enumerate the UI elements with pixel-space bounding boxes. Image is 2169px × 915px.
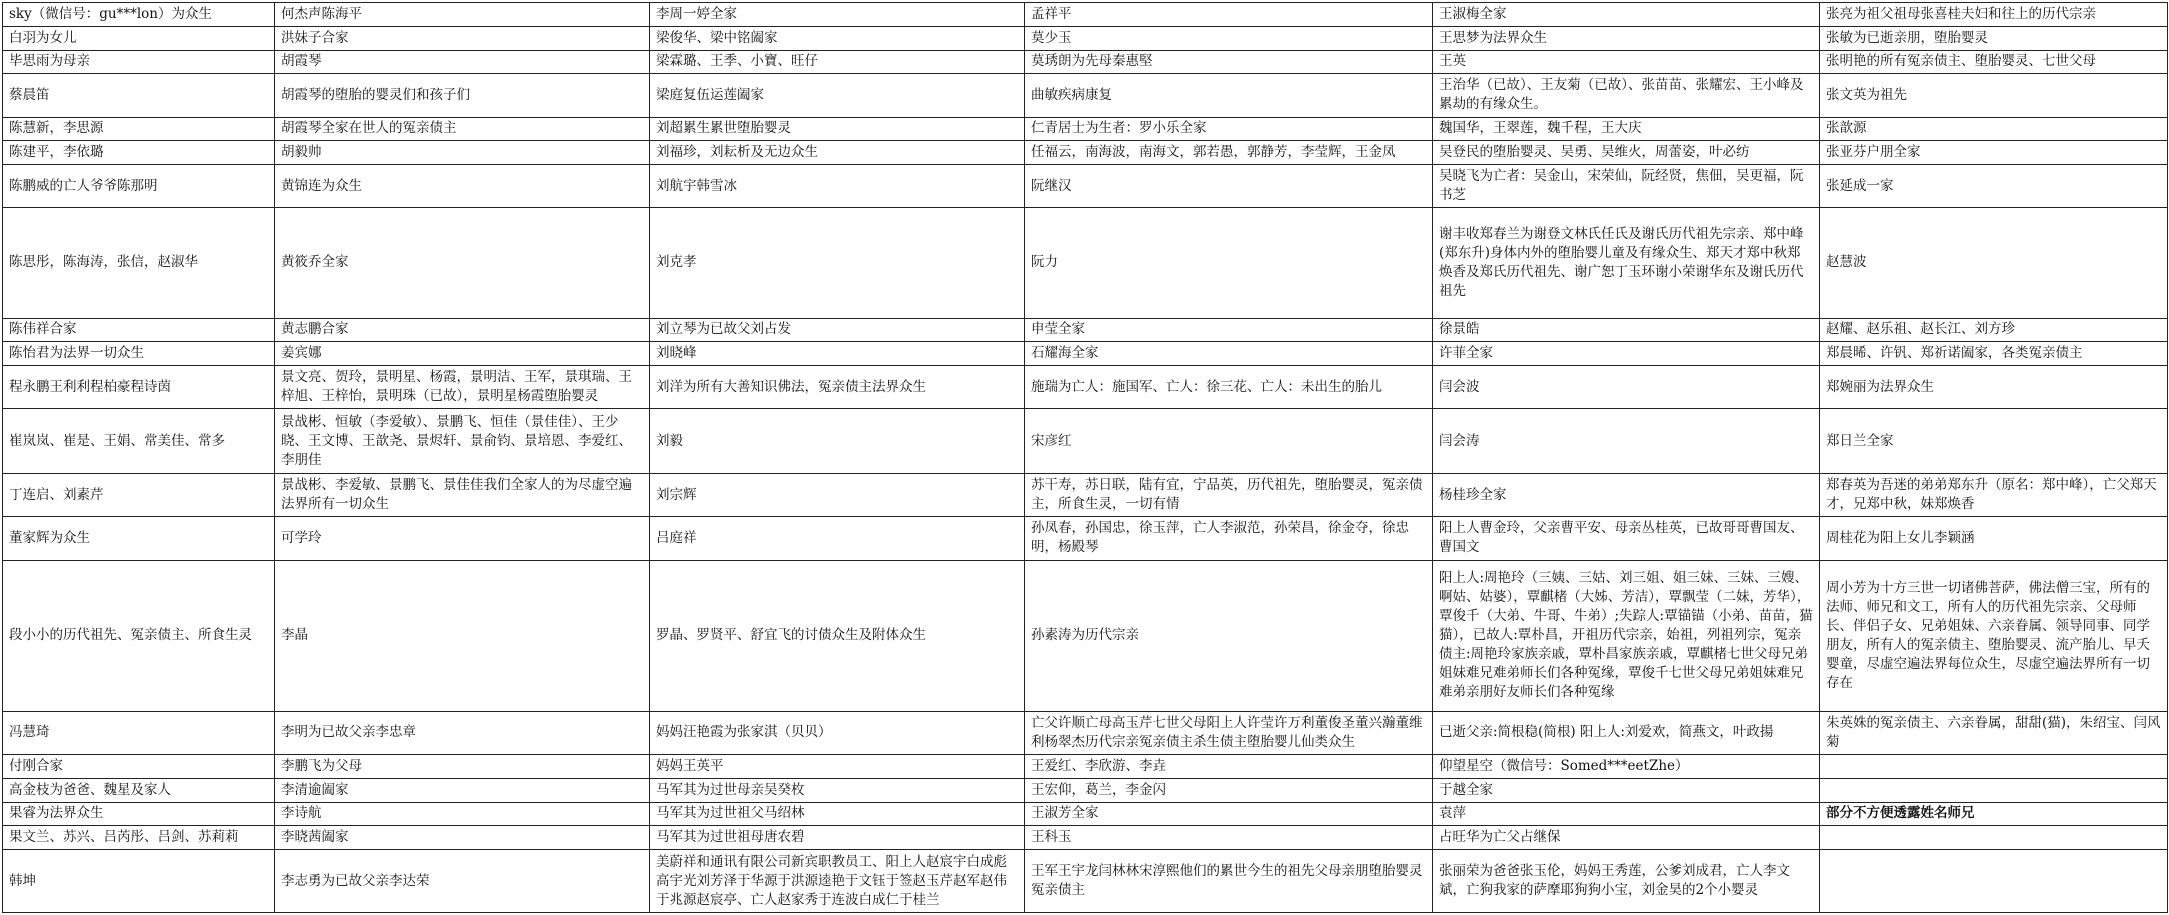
table-cell: 刘航宇韩雪冰 (650, 165, 1025, 208)
table-cell: 谢丰收郑春兰为谢登文林氏任氏及谢氏历代祖先宗亲、郑中峰(郑东升)身体内外的堕胎婴儿童及有缘众生、郑天才郑中秋郑焕香及郑氏历代祖先、谢广恕丁玉环谢小荣谢华东及谢氏历代祖先 (1433, 208, 1820, 318)
table-row (3, 802, 2168, 826)
table-cell: 冯慧琦 (3, 711, 275, 754)
table-cell: 梁俊华、梁中铭阖家 (650, 26, 1025, 50)
table-cell: 李晶 (275, 560, 650, 711)
table-cell: 黄筱乔全家 (275, 208, 650, 318)
table-cell: 姜宾娜 (275, 342, 650, 366)
table-cell: 张延成一家 (1820, 165, 2168, 208)
table-cell: 张敏为已逝亲朋，堕胎婴灵 (1820, 26, 2168, 50)
table-cell: 杨桂珍全家 (1433, 474, 1820, 517)
table-cell: 张明艳的所有冤亲债主、堕胎婴灵、七世父母 (1820, 50, 2168, 74)
table-cell: 胡霞琴全家在世人的冤亲债主 (275, 117, 650, 141)
table-cell: 付刚合家 (3, 755, 275, 779)
table-cell: 魏国华，王翠莲，魏千程，王大庆 (1433, 117, 1820, 141)
table-cell: 赵慧波 (1820, 208, 2168, 318)
table-cell: 洪妹子合家 (275, 26, 650, 50)
table-cell: 于越全家 (1433, 778, 1820, 802)
table-cell: 可学玲 (275, 517, 650, 560)
table-row (3, 711, 2168, 754)
table-cell: 刘洋为所有大善知识佛法，冤亲债主法界众生 (650, 366, 1025, 409)
table-cell: 景文亮、贺玲，景明星、杨霞，景明洁、王军，景琪瑞、王梓旭、王梓怡，景明珠（已故），景明星杨霞堕胎婴灵 (275, 366, 650, 409)
table-cell: 孙凤春，孙国忠，徐玉萍，亡人李淑范，孙荣昌，徐金夺，徐忠明，杨殿琴 (1025, 517, 1433, 560)
table-cell: 刘克孝 (650, 208, 1025, 318)
table-cell: 阮力 (1025, 208, 1433, 318)
table-cell: 妈妈王英平 (650, 755, 1025, 779)
table-row (3, 409, 2168, 474)
table-cell: 王淑梅全家 (1433, 3, 1820, 27)
table-cell: 陈思彤，陈海涛，张信，赵淑华 (3, 208, 275, 318)
table-cell: 闫会波 (1433, 366, 1820, 409)
table-cell: 李诗航 (275, 802, 650, 826)
table-cell: 吴登民的堕胎婴灵、吴勇、吴维火，周蕾姿，叶必纺 (1433, 141, 1820, 165)
table-cell: 马军其为过世祖父马绍林 (650, 802, 1025, 826)
table-cell: 陈慧新，李思源 (3, 117, 275, 141)
table-cell: 刘福珍，刘耘析及无边众生 (650, 141, 1025, 165)
table-cell: 董家辉为众生 (3, 517, 275, 560)
table-cell: 胡毅帅 (275, 141, 650, 165)
table-cell: 张文英为祖先 (1820, 74, 2168, 117)
table-row (3, 74, 2168, 117)
table-cell: 莫琇朗为先母秦惠堅 (1025, 50, 1433, 74)
table-cell: 王淑芳全家 (1025, 802, 1433, 826)
table-cell: 黄志鹏合家 (275, 318, 650, 342)
table-body (3, 3, 2168, 913)
table-cell: 郑婉丽为法界众生 (1820, 366, 2168, 409)
table-row (3, 474, 2168, 517)
table-cell: 白羽为女儿 (3, 26, 275, 50)
table-cell: 梁庭复伍运莲阖家 (650, 74, 1025, 117)
table-cell: 吴晓飞为亡者：吴金山，宋荣仙，阮经贤，焦佃，吴更福，阮书芝 (1433, 165, 1820, 208)
table-cell: 宋彦红 (1025, 409, 1433, 474)
table-cell: 梁霖璐、王季、小寶、旺仔 (650, 50, 1025, 74)
table-cell: 莫少玉 (1025, 26, 1433, 50)
table-cell: 陈建平，李依璐 (3, 141, 275, 165)
table-cell (1820, 778, 2168, 802)
table-row (3, 3, 2168, 27)
table-cell: 任福云，南海波，南海文，郭若愚，郭静芳，李莹辉，王金凤 (1025, 141, 1433, 165)
table-cell: 胡霞琴 (275, 50, 650, 74)
offering-names-table (2, 2, 2168, 913)
table-row (3, 318, 2168, 342)
table-cell: 部分不方便透露姓名师兄 (1820, 802, 2168, 826)
table-cell: 朱英姝的冤亲债主、六亲眷属，甜甜(猫)，朱绍宝、闫风菊 (1820, 711, 2168, 754)
table-cell: 王爱红、李欣游、李垚 (1025, 755, 1433, 779)
table-cell: 赵耀、赵乐祖、赵长江、刘方珍 (1820, 318, 2168, 342)
table-cell: 孙素涛为历代宗亲 (1025, 560, 1433, 711)
table-row (3, 141, 2168, 165)
table-cell: 阳上人曹金玲，父亲曹平安、母亲丛桂英，已故哥哥曹国友、曹国文 (1433, 517, 1820, 560)
table-cell: 韩坤 (3, 850, 275, 913)
table-cell: 占旺华为亡父占继保 (1433, 826, 1820, 850)
table-cell: 何杰声陈海平 (275, 3, 650, 27)
table-cell: 胡霞琴的堕胎的婴灵们和孩子们 (275, 74, 650, 117)
table-cell: 陈怡君为法界一切众生 (3, 342, 275, 366)
table-cell: 张亮为祖父祖母张喜桂夫妇和往上的历代宗亲 (1820, 3, 2168, 27)
table-cell (1820, 755, 2168, 779)
table-cell: 仁青居士为生者：罗小乐全家 (1025, 117, 1433, 141)
table-cell: 果文兰、苏兴、吕芮彤、吕剑、苏莉莉 (3, 826, 275, 850)
table-cell: 周桂花为阳上女儿李颖涵 (1820, 517, 2168, 560)
table-cell: 郑日兰全家 (1820, 409, 2168, 474)
table-cell: 李明为已故父亲李忠章 (275, 711, 650, 754)
table-cell: 张丽荣为爸爸张玉伦，妈妈王秀莲，公爹刘成君，亡人李文斌，亡狗我家的萨摩耶狗狗小宝，刘金昊的2个小婴灵 (1433, 850, 1820, 913)
table-row (3, 26, 2168, 50)
table-row (3, 50, 2168, 74)
table-cell: 黄锦连为众生 (275, 165, 650, 208)
table-row (3, 826, 2168, 850)
table-cell: 闫会涛 (1433, 409, 1820, 474)
table-row (3, 342, 2168, 366)
table-cell: 周小芳为十方三世一切诸佛菩萨，佛法僧三宝，所有的法师、师兄和文工，所有人的历代祖先宗亲、父母师长、伴侣子女、兄弟姐妹、六亲眷属、领导同事、同学朋友，所有人的冤亲债主、堕胎婴灵、流产胎儿、早夭婴童，尽虚空遍法界每位众生，尽虚空遍法界所有一切存在 (1820, 560, 2168, 711)
table-cell: 李鹏飞为父母 (275, 755, 650, 779)
table-cell: 亡父许顺亡母高玉芹七世父母阳上人许莹许万利董俊圣董兴瀚董维利杨翠杰历代宗亲冤亲债主杀生债主堕胎婴儿仙类众生 (1025, 711, 1433, 754)
table-cell: 马军其为过世祖母唐农碧 (650, 826, 1025, 850)
table-cell: 阮继汉 (1025, 165, 1433, 208)
table-cell: 李清逾阖家 (275, 778, 650, 802)
table-cell: 刘宗辉 (650, 474, 1025, 517)
table-cell: 美蔚祥和通讯有限公司新宾职教员工、阳上人赵宸宇白成彪高宇光刘芳泽于华源于洪源逵艳于文钰于签赵玉芹赵军赵伟于兆源赵宸亭、亡人赵家秀于连波白成仁于桂兰 (650, 850, 1025, 913)
table-row (3, 517, 2168, 560)
table-row (3, 366, 2168, 409)
table-cell: 丁连启、刘素芹 (3, 474, 275, 517)
table-cell: 刘毅 (650, 409, 1025, 474)
table-cell: 王治华（已故）、王友菊（已故）、张苗苗、张耀宏、王小峰及累劫的有缘众生。 (1433, 74, 1820, 117)
table-cell: 罗晶、罗贤平、舒宜飞的讨债众生及附体众生 (650, 560, 1025, 711)
table-cell: 果睿为法界众生 (3, 802, 275, 826)
table-row (3, 208, 2168, 318)
table-cell: 王宏仰，葛兰，李金闪 (1025, 778, 1433, 802)
table-cell: 高金枝为爸爸、魏星及家人 (3, 778, 275, 802)
table-cell (1820, 850, 2168, 913)
table-row (3, 117, 2168, 141)
table-cell: 孟祥平 (1025, 3, 1433, 27)
table-cell: 郑春英为吾迷的弟弟郑东升（原名：郑中峰），亡父郑天才，兄郑中秋，妹郑焕香 (1820, 474, 2168, 517)
table-cell: 段小小的历代祖先、冤亲债主、所食生灵 (3, 560, 275, 711)
table-cell: sky（微信号：gu***lon）为众生 (3, 3, 275, 27)
table-cell (1820, 826, 2168, 850)
table-cell: 妈妈汪艳霞为张家淇（贝贝） (650, 711, 1025, 754)
table-cell: 崔岚岚、崔是、王娟、常美佳、常多 (3, 409, 275, 474)
table-cell: 申莹全家 (1025, 318, 1433, 342)
table-cell: 王科玉 (1025, 826, 1433, 850)
table-cell: 景战彬、李爱敏、景鹏飞、景佳佳我们全家人的为尽虚空遍法界所有一切众生 (275, 474, 650, 517)
table-cell: 张歆源 (1820, 117, 2168, 141)
table-row (3, 778, 2168, 802)
table-cell: 蔡晨笛 (3, 74, 275, 117)
table-cell: 王军王宇龙闫林林宋淳熙他们的累世今生的祖先父母亲朋堕胎婴灵冤亲债主 (1025, 850, 1433, 913)
table-cell: 苏干寿，苏日联，陆有宜，宁品英，历代祖先，堕胎婴灵，冤亲债主，所食生灵，一切有情 (1025, 474, 1433, 517)
table-cell: 施瑞为亡人：施国军、亡人：徐三花、亡人：未出生的胎儿 (1025, 366, 1433, 409)
table-cell: 许菲全家 (1433, 342, 1820, 366)
table-row (3, 165, 2168, 208)
table-row (3, 560, 2168, 711)
table-cell: 程永鹏王利利程柏豪程诗茵 (3, 366, 275, 409)
table-cell: 刘超累生累世堕胎婴灵 (650, 117, 1025, 141)
table-cell: 阳上人:周艳玲（三姨、三姑、刘三姐、姐三妹、三妹、三嫂、啊姑、姑婆），覃麒楮（大姊、芳洁），覃飘莹（二妹，芳华），覃俊千（大弟、牛哥、牛弟）;失踪人:覃锚锚（小弟、苗苗，猫猫），已故人:覃朴昌，开祖历代宗亲，始祖，列祖列宗，冤亲债主:周艳玲家族亲戚，覃朴昌家族亲戚，覃麒楮七世父母兄弟姐妹难兄难弟师长们各种冤缘，覃俊千七世父母兄弟姐妹难兄难弟亲朋好友师长们各种冤缘 (1433, 560, 1820, 711)
table-cell: 张亚芬户朋全家 (1820, 141, 2168, 165)
table-cell: 徐景皓 (1433, 318, 1820, 342)
table-cell: 袁萍 (1433, 802, 1820, 826)
table-cell: 陈伟祥合家 (3, 318, 275, 342)
table-cell: 陈鹏威的亡人爷爷陈那明 (3, 165, 275, 208)
table-row (3, 850, 2168, 913)
table-cell: 吕庭祥 (650, 517, 1025, 560)
table-row (3, 755, 2168, 779)
table-cell: 郑晨晞、许钒、郑祈诺阖家，各类冤亲债主 (1820, 342, 2168, 366)
table-cell: 景战彬、恒敏（李爱敏）、景鹏飞、恒佳（景佳佳）、王少晓、王文博、王歆尧、景烬轩、景俞钧、景培恩、李爱红、李朋佳 (275, 409, 650, 474)
table-cell: 仰望星空（微信号：Somed***eetZhe） (1433, 755, 1820, 779)
table-cell: 曲敏疾病康复 (1025, 74, 1433, 117)
table-cell: 王思梦为法界众生 (1433, 26, 1820, 50)
table-cell: 刘晓峰 (650, 342, 1025, 366)
table-cell: 李晓茜阖家 (275, 826, 650, 850)
table-cell: 刘立琴为已故父刘占发 (650, 318, 1025, 342)
table-cell: 毕思雨为母亲 (3, 50, 275, 74)
table-cell: 已逝父亲:简根稳(简根) 阳上人:刘爱欢，简燕文，叶政揚 (1433, 711, 1820, 754)
table-cell: 石耀海全家 (1025, 342, 1433, 366)
table-cell: 李志勇为已故父亲李达荣 (275, 850, 650, 913)
table-cell: 李周一婷全家 (650, 3, 1025, 27)
table-cell: 马军其为过世母亲吴癸枚 (650, 778, 1025, 802)
table-cell: 王英 (1433, 50, 1820, 74)
